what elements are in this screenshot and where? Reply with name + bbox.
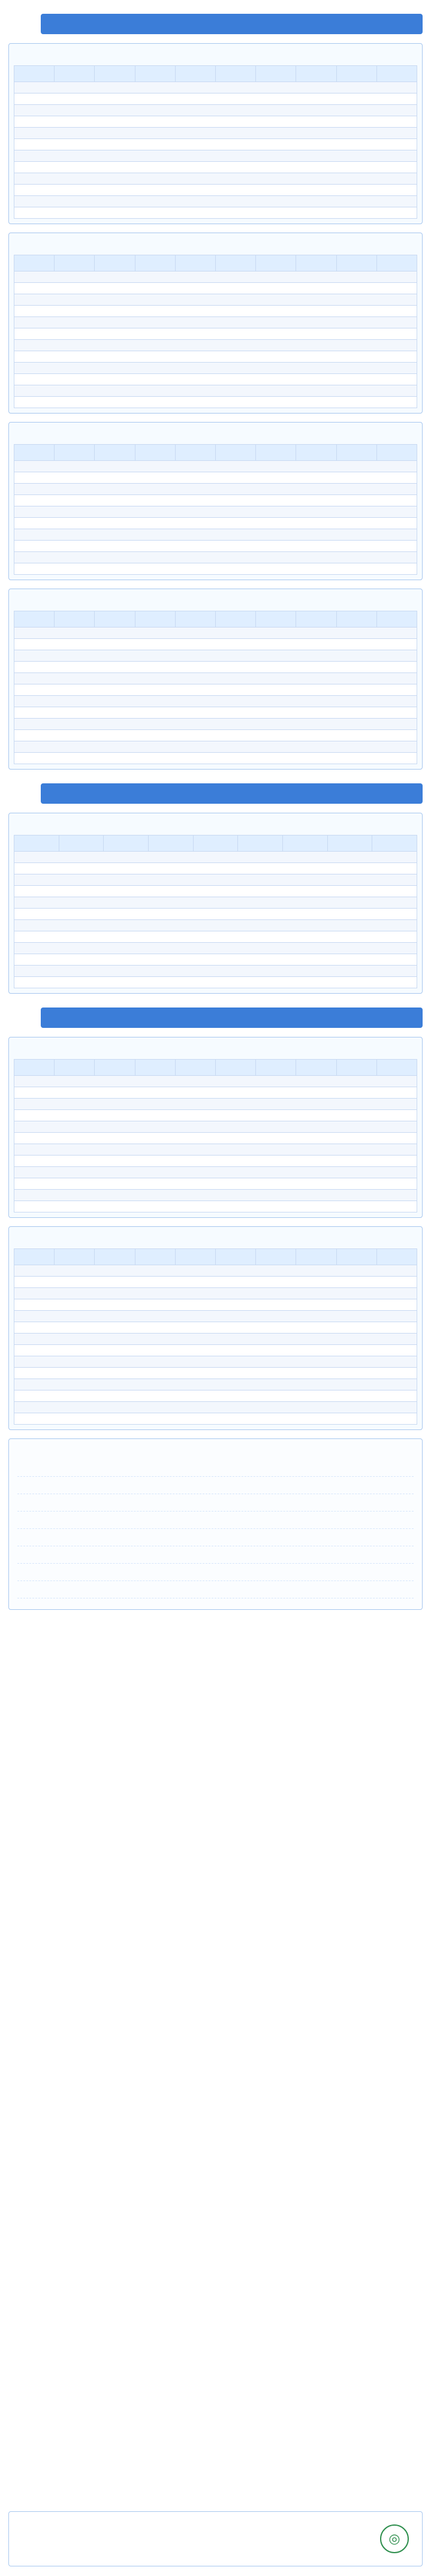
note-line [17, 1463, 414, 1477]
table-header-cell [215, 611, 255, 628]
table-header-cell [95, 1249, 135, 1265]
schedule-table [14, 835, 417, 988]
table-row [14, 105, 417, 116]
table-row [14, 484, 417, 495]
table-header-cell [296, 255, 336, 272]
schedule-table [14, 65, 417, 219]
table-row [14, 518, 417, 529]
note-line [17, 1567, 414, 1581]
section-1-card-3 [8, 422, 423, 580]
table-row [14, 82, 417, 93]
table-header-cell [282, 835, 327, 852]
table-row [14, 162, 417, 173]
table-header-cell [256, 255, 296, 272]
table-row [14, 306, 417, 317]
table-header-row [14, 445, 417, 461]
table-header-cell [376, 66, 417, 82]
section-3-card-1 [8, 1037, 423, 1218]
table-header-row [14, 66, 417, 82]
section-1-card-1 [8, 43, 423, 224]
section-3-header [8, 1005, 423, 1031]
table-row [14, 283, 417, 294]
table-row [14, 1133, 417, 1144]
table-header-row [14, 611, 417, 628]
table-row [14, 1099, 417, 1110]
table-row [14, 966, 417, 977]
table-header-cell [256, 611, 296, 628]
table-header-cell [296, 611, 336, 628]
table-row [14, 340, 417, 351]
table-row [14, 1379, 417, 1390]
table-header-cell [135, 611, 175, 628]
section-1-card-2 [8, 233, 423, 414]
table-row [14, 1087, 417, 1099]
card-title [14, 1043, 417, 1054]
table-header-cell [55, 1249, 95, 1265]
table-row [14, 374, 417, 385]
table-row [14, 207, 417, 219]
table-row [14, 943, 417, 954]
table-row [14, 472, 417, 484]
table-header-cell [14, 835, 59, 852]
card-title [14, 50, 417, 61]
table-header-cell [336, 255, 376, 272]
table-header-cell [14, 1060, 55, 1076]
table-row [14, 385, 417, 397]
table-row [14, 1413, 417, 1425]
table-header-cell [14, 1249, 55, 1265]
table-row [14, 977, 417, 988]
table-header-row [14, 1249, 417, 1265]
section-1-card-4 [8, 589, 423, 770]
table-row [14, 328, 417, 340]
table-row [14, 628, 417, 639]
note-line [17, 1480, 414, 1494]
table-row [14, 852, 417, 863]
table-header-cell [376, 445, 417, 461]
card-title [14, 595, 417, 606]
table-header-cell [95, 445, 135, 461]
note-line [17, 1498, 414, 1512]
table-header-cell [95, 66, 135, 82]
note-line [17, 1515, 414, 1529]
table-row [14, 1345, 417, 1356]
card-title [14, 429, 417, 439]
table-row [14, 1299, 417, 1311]
table-header-row [14, 835, 417, 852]
table-body [14, 628, 417, 764]
table-row [14, 1402, 417, 1413]
table-header-cell [175, 445, 215, 461]
table-header-cell [336, 611, 376, 628]
schedule-table [14, 1059, 417, 1212]
table-row [14, 954, 417, 966]
table-row [14, 1178, 417, 1190]
table-row [14, 1322, 417, 1334]
table-row [14, 529, 417, 541]
table-row [14, 196, 417, 207]
table-header-cell [256, 1249, 296, 1265]
table-header-cell [135, 445, 175, 461]
table-row [14, 1277, 417, 1288]
section-3-card-2 [8, 1226, 423, 1430]
table-row [14, 1390, 417, 1402]
table-header-cell [256, 1060, 296, 1076]
table-header-cell [175, 611, 215, 628]
note-line [17, 1533, 414, 1546]
table-row [14, 662, 417, 673]
table-header-cell [238, 835, 283, 852]
notes-title [17, 1447, 414, 1458]
table-row [14, 1288, 417, 1299]
table-header-cell [55, 255, 95, 272]
table-row [14, 150, 417, 162]
table-header-cell [14, 66, 55, 82]
table-row [14, 1121, 417, 1133]
table-header-cell [14, 445, 55, 461]
notes-block [8, 1438, 423, 1610]
table-row [14, 673, 417, 684]
table-body [14, 461, 417, 575]
section-2-card-1 [8, 813, 423, 994]
table-header-cell [55, 445, 95, 461]
table-row [14, 650, 417, 662]
table-row [14, 1201, 417, 1212]
table-row [14, 351, 417, 363]
table-header-cell [296, 445, 336, 461]
table-row [14, 128, 417, 139]
table-body [14, 1076, 417, 1212]
table-header-cell [372, 835, 417, 852]
table-row [14, 707, 417, 719]
table-row [14, 461, 417, 472]
table-row [14, 1156, 417, 1167]
table-body [14, 1265, 417, 1425]
table-row [14, 552, 417, 563]
table-row [14, 920, 417, 931]
schedule-table [14, 255, 417, 408]
card-title [14, 1233, 417, 1244]
table-body [14, 82, 417, 219]
table-header-cell [135, 255, 175, 272]
section-2-title [41, 783, 423, 804]
table-row [14, 909, 417, 920]
table-header-cell [95, 255, 135, 272]
table-row [14, 1311, 417, 1322]
table-header-cell [215, 1249, 255, 1265]
table-header-cell [135, 1249, 175, 1265]
table-row [14, 294, 417, 306]
table-row [14, 317, 417, 328]
table-row [14, 696, 417, 707]
table-row [14, 272, 417, 283]
table-header-cell [193, 835, 238, 852]
schedule-table [14, 444, 417, 575]
table-header-cell [336, 1249, 376, 1265]
table-header-cell [175, 66, 215, 82]
table-header-cell [55, 611, 95, 628]
card-title [14, 819, 417, 830]
table-header-cell [376, 1249, 417, 1265]
table-header-cell [95, 1060, 135, 1076]
table-header-cell [14, 255, 55, 272]
table-row [14, 563, 417, 575]
table-row [14, 897, 417, 909]
table-header-cell [215, 66, 255, 82]
table-body [14, 852, 417, 988]
table-row [14, 506, 417, 518]
table-row [14, 639, 417, 650]
table-row [14, 741, 417, 753]
note-line [17, 1585, 414, 1598]
table-row [14, 397, 417, 408]
table-header-cell [376, 1060, 417, 1076]
table-header-cell [296, 1060, 336, 1076]
table-row [14, 173, 417, 185]
table-row [14, 730, 417, 741]
table-header-cell [135, 66, 175, 82]
section-2-header [8, 780, 423, 807]
table-row [14, 139, 417, 150]
table-header-cell [376, 611, 417, 628]
table-row [14, 1076, 417, 1087]
table-header-cell [336, 1060, 376, 1076]
table-header-cell [148, 835, 193, 852]
table-header-cell [336, 66, 376, 82]
table-header-cell [215, 255, 255, 272]
section-3-title [41, 1008, 423, 1028]
table-row [14, 684, 417, 696]
table-header-cell [256, 445, 296, 461]
schedule-table [14, 1248, 417, 1425]
table-row [14, 495, 417, 506]
table-row [14, 116, 417, 128]
table-row [14, 1144, 417, 1156]
table-header-cell [215, 1060, 255, 1076]
table-header-cell [376, 255, 417, 272]
table-header-cell [336, 445, 376, 461]
section-3 [8, 1005, 423, 1610]
table-header-cell [59, 835, 104, 852]
table-header-cell [104, 835, 149, 852]
table-header-cell [175, 1060, 215, 1076]
table-header-cell [215, 445, 255, 461]
table-body [14, 272, 417, 408]
note-line [17, 1550, 414, 1564]
table-header-cell [296, 66, 336, 82]
schedule-table [14, 611, 417, 764]
card-title [14, 239, 417, 250]
table-row [14, 1265, 417, 1277]
table-row [14, 1368, 417, 1379]
table-row [14, 1190, 417, 1201]
table-header-row [14, 255, 417, 272]
table-header-cell [55, 66, 95, 82]
table-row [14, 931, 417, 943]
table-row [14, 1334, 417, 1345]
section-1-header [8, 11, 423, 37]
table-row [14, 1167, 417, 1178]
seal-icon: ◎ [380, 2524, 409, 2553]
section-2 [8, 780, 423, 994]
table-header-cell [175, 255, 215, 272]
table-row [14, 1110, 417, 1121]
table-header-cell [95, 611, 135, 628]
table-header-cell [14, 611, 55, 628]
section-1-title [41, 14, 423, 34]
table-row [14, 93, 417, 105]
table-row [14, 1356, 417, 1368]
footer [8, 2511, 423, 2566]
table-header-cell [55, 1060, 95, 1076]
table-header-cell [135, 1060, 175, 1076]
table-header-cell [175, 1249, 215, 1265]
table-row [14, 541, 417, 552]
table-row [14, 363, 417, 374]
table-row [14, 185, 417, 196]
table-header-cell [327, 835, 372, 852]
table-header-cell [296, 1249, 336, 1265]
table-row [14, 863, 417, 874]
table-header-row [14, 1060, 417, 1076]
table-row [14, 719, 417, 730]
table-header-cell [256, 66, 296, 82]
table-row [14, 874, 417, 886]
table-row [14, 886, 417, 897]
table-row [14, 753, 417, 764]
section-1 [8, 11, 423, 770]
